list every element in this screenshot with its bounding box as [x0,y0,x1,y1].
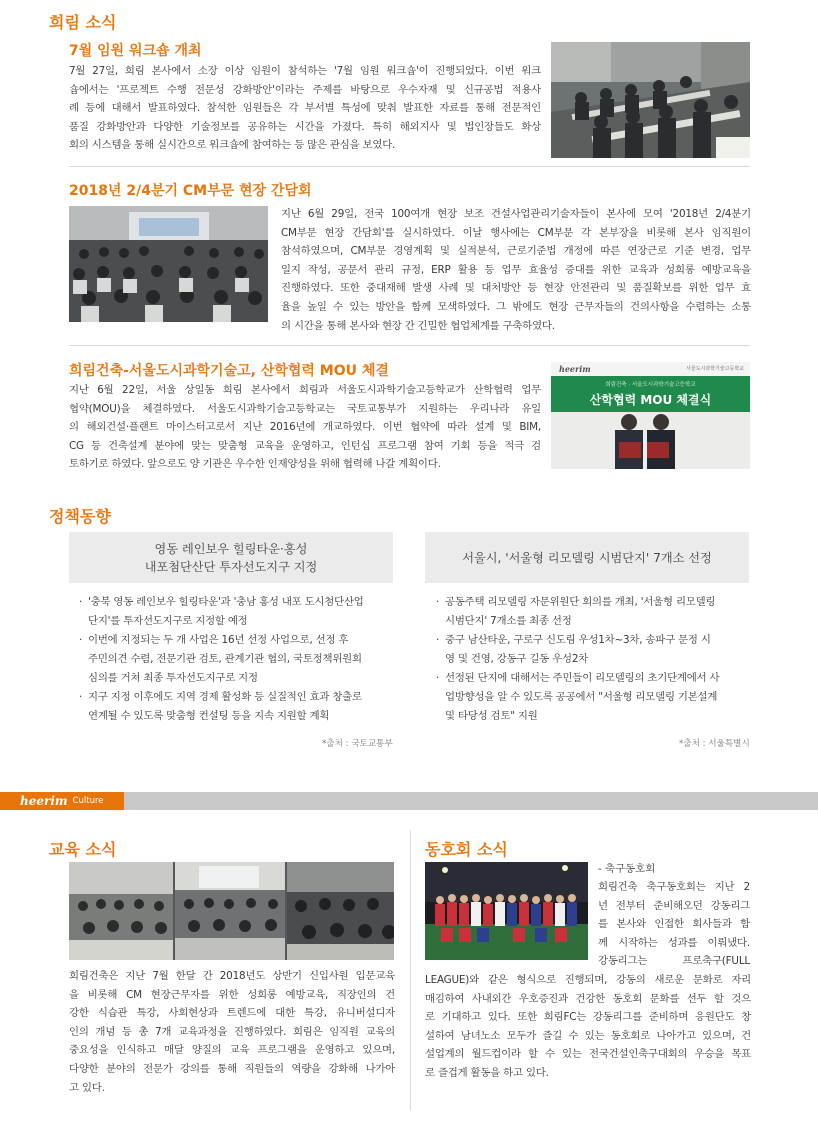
culture-logo: heerim [20,794,68,808]
text-line: 진행하였다. 또한 중대재해 발생 사례 및 대처방안 등 현장 안전관리 및 품질확보를 위한 업무 효 [281,282,751,295]
policy-list-item-line: · 중구 남산타운, 구로구 신도림 우성1차~3차, 송파구 문정 시 [445,634,711,646]
policy-list-item-line: 시범단지' 7개소를 최종 선정 [445,615,572,627]
text-line: 고 있다. [69,1081,105,1094]
mou-photo-subtitle: 희림건축 · 서울도시과학기술고등학교 [605,382,696,388]
education-section-title: 교육 소식 [49,840,117,859]
policy-list-item [435,593,755,631]
education-body [69,967,395,1097]
text-line: 로 즐겁게 활동을 하고 있다. [425,1066,549,1079]
text-line: 희림건축은 지난 7월 한달 간 2018년도 상반기 신입사원 입문교육 [69,970,395,982]
text-line: 희림건축 축구동호회는 지난 2 [598,881,750,893]
text-line: 지난 6월 29일, 전국 100여개 현장 보조 건설사업관리기술자들이 본사에 모여 '2018년 2/4분기 [281,208,751,220]
policy-list-item-line: · 이번에 지정되는 두 개 사업은 16년 선정 사업으로, 선정 후 [88,634,349,646]
culture-bar [0,792,818,810]
policy-right-list [435,593,755,726]
mou-photo-school: 서울도시과학기술고등학교 [686,366,744,372]
text-line: 인의 개념 등 총 7개 교육과정을 진행하였다. 희림은 임직원 교육의 [69,1025,395,1038]
policy-list-item-line: · '충북 영동 레인보우 힐링타운'과 '충남 홍성 내포 도시첨단산업 [88,596,364,608]
club-photo [425,862,588,960]
text-line: 께 시작하는 성과를 이뤄냈다. [598,936,750,949]
policy-section-title: 정책동향 [49,507,111,526]
article-workshop-title: 7월 임원 워크숍 개최 [69,43,202,59]
text-line: 지난 6월 22일, 서울 상일동 희림 본사에서 희림과 서울도시과학기술고등학교가 산학협력 업무 [69,384,541,396]
news-section-title: 희림 소식 [49,13,117,32]
policy-list-item [78,593,398,631]
text-line: 율을 높일 수 있는 방안을 함께 모색하였다. 그 밖에도 현장 근무자들의 건의사항을 수렴하는 소통 [281,300,751,313]
text-line: 강한 식습관 특강, 사회현상과 트렌드에 대한 특강, 유니버설디자 [69,1007,395,1020]
policy-list-item-line: · 지구 지정 이후에도 지역 경제 활성화 등 실질적인 효과 창출로 [88,691,362,703]
policy-list-item [78,688,398,726]
text-line: 매김하여 사내외간 우호증진과 건강한 동호회 문화를 선두 할 것으 [425,992,751,1005]
text-line: 을 비롯해 CM 현장근무자를 위한 성희롱 예방교육, 직장인의 건 [69,988,395,1001]
mou-photo-banner [551,376,750,412]
text-line: 참석하였으며, CM부문 경영계획 및 실적분석, 근로기준법 개정에 따른 연장근로 기준 변경, 업무 [281,245,751,258]
text-line: 로 기대하고 있다. 또한 희림FC는 강동리그를 준비하며 응원단도 창 [425,1011,751,1024]
text-line: 협약(MOU)을 체결하였다. 서울도시과학기술고등학교는 국토교통부가 지원하는 우리나라 유일 [69,402,541,415]
policy-list-item-line: 업방향성을 알 수 있도록 공공에서 "서울형 리모델링 기본설계 [445,691,718,703]
text-line: 7월 27일, 희림 본사에서 소장 이상 임원이 참석하는 '7월 임원 워크숍'이 진행되었다. 이번 워크 [69,65,541,77]
article-cm-meeting-title: 2018년 2/4분기 CM부문 현장 간담회 [69,183,312,199]
cm-meeting-photo [69,206,268,322]
mou-photo-banner-text: 산학협력 MOU 체결식 [589,393,712,407]
policy-list-item-line: · 선정된 단지에 대해서는 주민들이 리모델링의 초기단계에서 사 [445,672,720,684]
text-line: 설하여 남녀노소 모두가 즐길 수 있는 동호회로 나아가고 있으며, 건 [425,1029,751,1042]
text-line: CG 등 건축설계 분야에 맞는 맞춤형 교육을 운영하고, 인턴십 프로그램 참여 기회 등을 적극 검 [69,439,541,452]
text-line: 례 등에 대해서 발표하였다. 참석한 임원들은 각 부서별 특성에 맞춰 발표한 자료를 통해 전문적인 [69,102,541,115]
club-body-side [598,878,750,971]
culture-bar-label [0,792,124,810]
policy-list-item-line: 연계될 수 있도록 맞춤형 컨설팅 등을 지속 지원할 계획 [88,710,330,722]
article-mou-title: 희림건축-서울도시과학기술고, 산학협력 MOU 체결 [69,363,389,379]
policy-list-item [78,631,398,688]
policy-list-item [435,631,755,669]
text-line: 회의 시스템을 통해 실시간으로 워크숍에 참여하는 등 많은 관심을 보였다. [69,139,396,152]
text-line: 다양한 분야의 전문가 강의를 통해 직원들의 역량을 강화해 나가아 [69,1062,395,1075]
policy-list-item-line: · 공동주택 리모델링 자문위원단 회의를 개최, '서울형 리모델링 [445,596,716,608]
article-workshop-body [69,62,541,155]
text-line: 숍에서는 '프로젝트 수행 전문성 강화방안'이라는 주제를 바탕으로 우수자재 및 신규공법 적용사 [69,83,541,96]
policy-left-heading [69,532,393,583]
policy-left-list [78,593,398,726]
text-line: 년 전부터 준비해오던 강동리그 [598,899,750,912]
text-line: 중요성을 인식하고 매달 양질의 교육 프로그램을 운영하고 있으며, [69,1044,395,1057]
text-line: 품질 강화방안과 다양한 기술정보를 공유하는 시간을 가졌다. 특히 해외지사 및 법인장들도 화상 [69,120,541,133]
text-line: 설업계의 월드컵이라 할 수 있는 전국건설인축구대회의 우승을 목표 [425,1048,751,1061]
club-body-full [425,971,751,1083]
policy-list-item-line: 영 및 건영, 강동구 길동 우성2차 [445,653,589,665]
divider-2 [69,345,750,346]
text-line: 의 해외건설·플랜트 마이스터고로서 지난 2016년에 개교하였다. 이번 협약에 따라 설계 및 BIM, [69,421,541,434]
article-mou-body [69,381,541,474]
column-divider [410,830,411,1110]
culture-label: Culture [72,796,104,806]
text-line: 일지 작성, 공문서 관리 규정, ERP 활용 등 업무 효율성 증대를 위한 교육과 성희롱 예방교육을 [281,263,751,276]
policy-list-item-line: 주민의견 수렴, 전문기관 검토, 관계기관 협의, 국토정책위원회 [88,653,362,665]
text-line: 강동리그는 프로축구(FULL [598,955,750,968]
text-line: CM부문 현장 간담회'를 실시하였다. 이날 행사에는 CM부문 각 본부장을 비롯해 본사 임직원이 [281,226,751,239]
mou-photo-logo: heerim [559,364,591,374]
policy-list-item [435,669,755,726]
policy-left-source: *출처 : 국토교통부 [322,739,393,749]
club-subtitle: - 축구동호회 [598,863,656,875]
policy-left-heading-line2: 내포첨단산단 투자선도지구 지정 [144,559,318,574]
policy-list-item-line: 심의를 거쳐 최종 투자선도지구로 지정 [88,672,258,684]
policy-right-heading-line1: 서울시, '서울형 리모델링 시범단지' 7개소 선정 [462,550,712,565]
divider-1 [69,166,750,167]
policy-list-item-line: 및 타당성 검토" 지원 [445,710,538,722]
policy-left-heading-line1: 영동 레인보우 힐링타운·홍성 [154,541,308,556]
policy-list-item-line: 단지'를 투자선도지구로 지정할 예정 [88,615,248,627]
text-line: 를 본사와 인접한 회사들과 함 [598,918,750,931]
policy-right-source: *출처 : 서울특별시 [679,739,750,749]
workshop-photo [551,42,750,158]
club-section-title: 동호회 소식 [425,840,508,859]
text-line: 의 시간을 통해 본사와 현장 간 긴밀한 협업체계를 구축하였다. [281,319,555,332]
policy-right-heading [425,532,749,583]
mou-photo [551,362,750,469]
education-photo [69,862,394,960]
article-cm-meeting-body [281,205,751,335]
text-line: 토하기로 하였다. 앞으로도 양 기관은 우수한 인재양성을 위해 협력해 나갈 계획이다. [69,458,441,471]
text-line: LEAGUE)와 같은 형식으로 진행되며, 강동의 새로운 문화로 자리 [425,974,751,986]
